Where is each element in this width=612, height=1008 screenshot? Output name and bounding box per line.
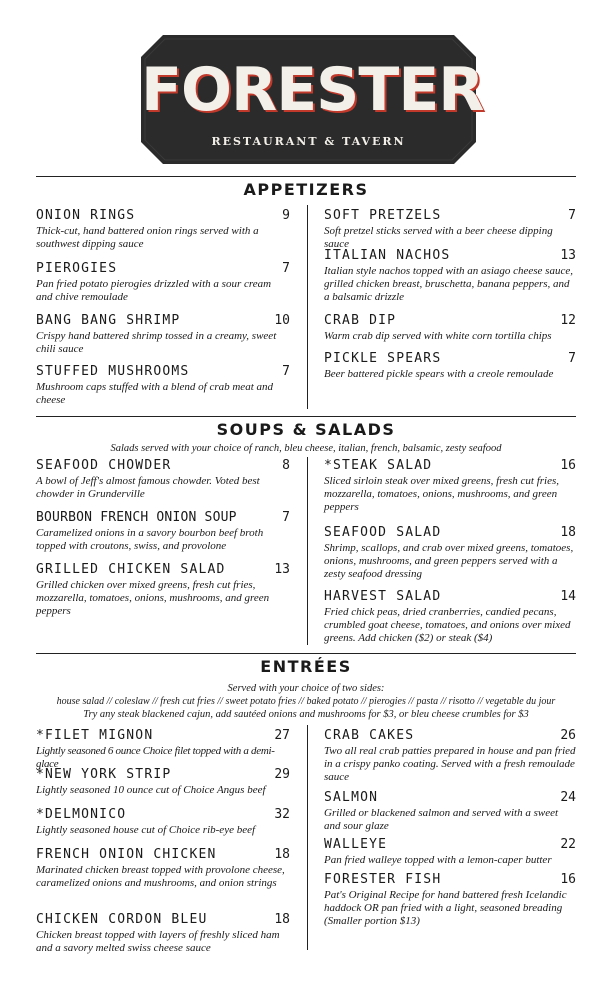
- item-description: Sliced sirloin steak over mixed greens, fresh cut fries, mozzarella, tomatoes, onions, mushrooms, and green peppers: [324, 475, 560, 513]
- item-description: Grilled or blackened salmon and served with a sweet and sour glaze: [324, 807, 559, 832]
- item-name: FORESTER FISH: [324, 872, 442, 887]
- item-name: SOFT PRETZELS: [324, 208, 442, 223]
- item-description: Mushroom caps stuffed with a blend of crab meat and cheese: [36, 381, 273, 406]
- item-price: 16: [560, 458, 576, 473]
- menu-item: [36, 912, 290, 955]
- item-description: Thick-cut, hand battered onion rings served with a southwest dipping sauce: [36, 225, 259, 250]
- item-price: 29: [274, 767, 290, 782]
- item-price: 7: [282, 261, 290, 276]
- item-description: Grilled chicken over mixed greens, fresh cut fries, mozzarella, tomatoes, onions, mushrooms, and green peppers: [36, 579, 270, 617]
- item-name: PIEROGIES: [36, 261, 118, 276]
- menu-item: [324, 525, 576, 581]
- item-description: A bowl of Jeff's almost famous chowder. Voted best chowder in Grunderville: [36, 475, 260, 500]
- menu-item: [36, 364, 290, 407]
- menu-item: [36, 313, 290, 356]
- item-price: 24: [560, 790, 576, 805]
- item-name: FRENCH ONION CHICKEN: [36, 847, 217, 862]
- soups-column-divider: [307, 457, 308, 645]
- item-description: Soft pretzel sticks served with a beer cheese dipping sauce: [324, 225, 553, 250]
- item-name: CHICKEN CORDON BLEU: [36, 912, 208, 927]
- item-price: 32: [274, 807, 290, 822]
- menu-item: [324, 728, 576, 784]
- item-name: *NEW YORK STRIP: [36, 767, 172, 782]
- entrees-column-divider: [307, 725, 308, 950]
- item-price: 14: [560, 589, 576, 604]
- item-price: 22: [560, 837, 576, 852]
- item-name: CRAB DIP: [324, 313, 397, 328]
- item-name: *DELMONICO: [36, 807, 127, 822]
- item-description: Beer battered pickle spears with a creole remoulade: [324, 368, 554, 380]
- menu-item: [324, 458, 576, 514]
- menu-item: [36, 767, 290, 797]
- item-price: 18: [560, 525, 576, 540]
- item-name: ONION RINGS: [36, 208, 136, 223]
- item-price: 7: [568, 351, 576, 366]
- item-description: Pan fried walleye topped with a lemon-caper butter: [324, 854, 552, 866]
- item-description: Warm crab dip served with white corn tortilla chips: [324, 330, 552, 342]
- item-description: Chicken breast topped with layers of freshly sliced ham and a savory melted swiss cheese sauce: [36, 929, 280, 954]
- item-price: 18: [274, 847, 290, 862]
- appetizers-column-divider: [307, 205, 308, 409]
- item-price: 10: [274, 313, 290, 328]
- item-description: Pat's Original Recipe for hand battered fresh Icelandic haddock OR pan fried with a light, seasoned breading (Smaller portion $13): [324, 889, 567, 927]
- item-name: GRILLED CHICKEN SALAD: [36, 562, 226, 577]
- salad-dressing-note: Salads served with your choice of ranch, bleu cheese, italian, french, balsamic, zesty seafood: [110, 443, 502, 454]
- item-description: Shrimp, scallops, and crab over mixed greens, tomatoes, onions, mushrooms, and green peppers served with a zesty seafood dressing: [324, 542, 574, 580]
- item-price: 13: [274, 562, 290, 577]
- item-description: Caramelized onions in a savory bourbon beef broth topped with croutons, swiss, and provolone: [36, 527, 264, 552]
- item-name: PICKLE SPEARS: [324, 351, 442, 366]
- logo-subtitle: RESTAURANT & TAVERN: [211, 135, 406, 148]
- menu-item: [36, 728, 290, 771]
- menu-item: [36, 208, 290, 251]
- item-price: 7: [568, 208, 576, 223]
- item-name: HARVEST SALAD: [324, 589, 442, 604]
- item-description: Fried chick peas, dried cranberries, candied pecans, crumbled goat cheese, tomatoes, and onions over mixed greens. Add chicken ($2) or steak ($4): [324, 606, 571, 644]
- item-price: 13: [560, 248, 576, 263]
- menu-item: [324, 313, 576, 343]
- item-name: CRAB CAKES: [324, 728, 415, 743]
- item-name: BANG BANG SHRIMP: [36, 313, 181, 328]
- item-name: SEAFOOD SALAD: [324, 525, 442, 540]
- menu-item: [36, 261, 290, 304]
- item-price: 7: [282, 510, 290, 525]
- menu-item: [324, 837, 576, 867]
- restaurant-logo: [141, 35, 484, 164]
- menu-item: [324, 790, 576, 833]
- item-description: Crispy hand battered shrimp tossed in a creamy, sweet chili sauce: [36, 330, 277, 355]
- item-name: *FILET MIGNON: [36, 728, 154, 743]
- item-price: 12: [560, 313, 576, 328]
- item-description: Marinated chicken breast topped with provolone cheese, caramelized onions and mushrooms, and onion strings: [36, 864, 285, 889]
- menu-item: [36, 510, 290, 553]
- logo-name: FORESTER: [141, 55, 484, 125]
- item-description: Lightly seasoned 10 ounce cut of Choice Angus beef: [36, 784, 266, 796]
- menu-item: [324, 351, 576, 381]
- soups-salads-heading: SOUPS & SALADS: [36, 416, 576, 439]
- item-price: 9: [282, 208, 290, 223]
- menu-item: [36, 562, 290, 618]
- item-description: Two all real crab patties prepared in house and pan fried in a crispy panko coating. Served with a fresh remoulade sauce: [324, 745, 576, 783]
- item-name: *STEAK SALAD: [324, 458, 433, 473]
- item-name: STUFFED MUSHROOMS: [36, 364, 190, 379]
- sides-list: house salad // coleslaw // fresh cut fries // sweet potato fries // baked potato // pierogies // pasta // risotto // vegetable du jour: [56, 696, 556, 707]
- item-price: 18: [274, 912, 290, 927]
- item-price: 16: [560, 872, 576, 887]
- menu-item: [324, 589, 576, 645]
- item-name: BOURBON FRENCH ONION SOUP: [36, 510, 237, 525]
- item-description: Lightly seasoned 6 ounce Choice filet topped with a demi-glace: [36, 745, 275, 770]
- item-price: 27: [274, 728, 290, 743]
- menu-item: [36, 847, 290, 890]
- sides-note-title: Served with your choice of two sides:: [227, 683, 385, 694]
- menu-item: [324, 208, 576, 251]
- menu-item: [324, 248, 576, 304]
- item-description: Pan fried potato pierogies drizzled with a sour cream and chive remoulade: [36, 278, 272, 303]
- item-description: Lightly seasoned house cut of Choice rib-eye beef: [36, 824, 256, 836]
- appetizers-heading: APPETIZERS: [36, 176, 576, 199]
- item-price: 8: [282, 458, 290, 473]
- menu-item: [36, 458, 290, 501]
- item-description: Italian style nachos topped with an asiago cheese sauce, grilled chicken breast, bruschetta, banana peppers, and a balsamic drizzle: [324, 265, 573, 303]
- menu-item: [324, 872, 576, 928]
- item-name: ITALIAN NACHOS: [324, 248, 451, 263]
- menu-item: [36, 807, 290, 837]
- steak-options-note: Try any steak blackened cajun, add sautéed onions and mushrooms for $3, or bleu cheese crumbles for $3: [83, 709, 529, 720]
- item-price: 7: [282, 364, 290, 379]
- item-name: SEAFOOD CHOWDER: [36, 458, 172, 473]
- item-price: 26: [560, 728, 576, 743]
- item-name: SALMON: [324, 790, 379, 805]
- item-name: WALLEYE: [324, 837, 388, 852]
- entrees-heading: ENTRÉES: [36, 653, 576, 676]
